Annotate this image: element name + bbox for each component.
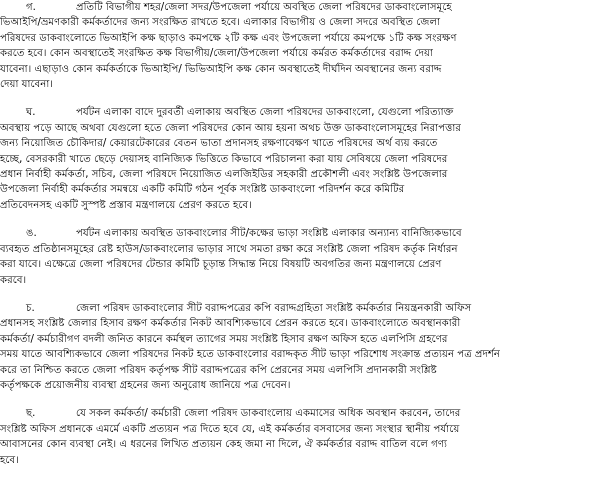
- paragraph-line: কর্তৃপক্ষকে প্রয়োজনীয় ব্যবস্থা গ্রহনের জন্য অনুরোধ জানিয়ে পত্র দেবেন।: [0, 379, 291, 391]
- paragraph-line: করবে।: [0, 274, 27, 286]
- paragraph-line: কর্মকর্তা/ কর্মচারীগণ বদলী জনিত কারনে কর্মস্থল ত্যাগের সময় সংশ্লিষ্ট হিসাব রক্ষণ অফিস হতে এলপিসি গ্রহণের: [0, 333, 448, 345]
- paragraph-line: করে তা নিশ্চিত করতে জেলা পরিষদ কর্তৃপক্ষ সীট বরাদ্দপত্রের কপি প্রেরনের সময় এলপিসি প্রদানকারী সংশ্লিষ্ট: [0, 364, 437, 376]
- paragraph-line: প্রধানসহ সংশ্লিষ্ট জেলার হিসাব রক্ষণ কর্মকর্তার নিকট আবশ্যিকভাবে প্রেরন করতে হবে। ডাকবাংলোতে অবস্থানকারী: [0, 318, 461, 330]
- paragraph-line: হচ্ছে, বেসরকারী খাতে ছেড়ে দেয়াসহ বানিজ্যিক ভিত্তিতে কিভাবে পরিচালনা করা যায় সেবিষয়ে জেলা পরিষদের: [0, 153, 448, 165]
- paragraph-marker: ছ.: [26, 408, 36, 420]
- paragraph-gha: [0, 105, 616, 213]
- paragraph-line: করা যাবে। এক্ষেত্রে জেলা পরিষদের টেন্ডার কমিটি চূড়ান্ত সিদ্ধান্ত নিয়ে বিষয়টি অবগতির জন্য মন্ত্রণালয়ে প্রেরণ: [0, 259, 442, 271]
- paragraph-umo: [0, 226, 616, 288]
- paragraph-line: ঙ. পর্যটন এলাকায় অবস্থিত ডাকবাংলোর সীট/কক্ষের ভাড়া সংশ্লিষ্ট এলাকার অন্যান্য বানিজ্যিকভাবে: [0, 226, 616, 241]
- paragraph-chha: [0, 406, 616, 468]
- paragraph-line: করতে হবে। কোন অবস্থাতেই সংরক্ষিত কক্ষ বিভাগীয়/জেলা/উপজেলা পর্যায়ে কর্মরত কর্মকর্তাদের বরাদ্দ দেয়া: [0, 48, 433, 60]
- paragraph-line: সময় যাতে আবশ্যিকভাবে জেলা পরিষদের নিকট হতে ডাকবাংলোর বরাদ্দকৃত সীট ভাড়া পরিশোধ সংক্রান্ত প্রত্যয়ন পত্র প্রদর্শন: [0, 349, 500, 361]
- paragraph-line: গ. প্রতিটি বিভাগীয় শহর/জেলা সদর/উপজেলা পর্যায়ে অবস্থিত জেলা পরিষদের ডাকবাংলোসমূহে: [0, 0, 616, 15]
- paragraph-line: ভিআইপি/ভ্রমণকারী কর্মকর্তাদের জন্য সংরক্ষিত রাখতে হবে। এলাকার বিভাগীয় ও জেলা সদরে অবস্থিত জেলা: [0, 17, 441, 29]
- paragraph-line: চ. জেলা পরিষদ ডাকবাংলোর সীট বরাদ্দপত্রের কপি বরাদ্দগ্রহিতা সংশ্লিষ্ট কর্মকর্তার নিয়ন্ত্রনকারী অফিস: [0, 301, 616, 316]
- paragraph-line: ছ. যে সকল কর্মকর্তা/ কর্মচারী জেলা পরিষদ ডাকবাংলোয় একমাসের অধিক অবস্থান করবেন, তাদের: [0, 406, 616, 421]
- paragraph-line: পরিষদের ডাকবাংলোতে ভিআইপি কক্ষ ছাড়াও কমপক্ষে ২টি কক্ষ এবং উপজেলা পর্যায়ে কমপক্ষে ১টি কক্ষ সংরক্ষণ: [0, 32, 457, 44]
- paragraph-marker: গ.: [26, 2, 36, 13]
- paragraph-line: যাবেনা। এছাড়াও কোন কর্মকর্তাকে ভিআইপি/ ভিভিআইপি কক্ষ কোন অবস্থাতেই দীর্ঘদিন অবস্থানের জন্য বরাদ্দ: [0, 63, 442, 75]
- paragraph-line: ব্যবহৃত প্রতিষ্ঠানসমূহের রেষ্ট হাউস/ডাকবাংলোর ভাড়ার সাথে সমতা রক্ষা করে সংশ্লিষ্ট জেলা পরিষদ কর্তৃক নির্ধারন: [0, 243, 458, 255]
- paragraph-marker: ঙ.: [26, 228, 37, 240]
- paragraph-cha: [0, 301, 616, 393]
- paragraph-marker: চ.: [26, 302, 35, 314]
- paragraph-marker: ঘ.: [26, 107, 36, 119]
- paragraph-line: সংশ্লিষ্ট অফিস প্রধানকে এমর্মে একটি প্রত্যয়ন পত্র দিতে হবে যে, এই কর্মকর্তার বসবাসের জন্য সংস্থার স্থানীয় পর্যায়ে: [0, 423, 460, 435]
- paragraph-line: প্রতিবেদনসহ একটি সুস্পষ্ট প্রস্তাব মন্ত্রণালয়ে প্রেরণ করতে হবে।: [0, 199, 252, 211]
- paragraph-line: জন্য নিয়োজিত চৌকিদার/ কেয়ারটেকারের বেতন ভাতা প্রদানসহ রক্ষণাবেক্ষণ খাতে পরিষদের অর্থ ব্যয় করতে: [0, 138, 438, 150]
- paragraph-line: অবস্থায় পড়ে আছে অথবা যেগুলো হতে জেলা পরিষদের কোন আয় হয়না অথচ উক্ত ডাকবাংলোসমূহের নিরাপত্তার: [0, 122, 461, 134]
- paragraph-ga: [0, 0, 616, 92]
- paragraph-line: দেয়া যাবেনা।: [0, 79, 53, 91]
- paragraph-line: আবাসনের কোন ব্যবস্থা নেই। এ ধরনের লিখিত প্রত্যয়ন কেহ জমা না দিলে, ঐ কর্মকর্তার বরাদ্দ বাতিল বলে গণ্য: [0, 439, 447, 451]
- paragraph-line: উপজেলা নির্বাহী কর্মকর্তার সমন্বয়ে একটি কমিটি গঠন পূর্বক সংশ্লিষ্ট ডাকবাংলো পরিদর্শন করে কমিটির: [0, 184, 405, 196]
- paragraph-line: ঘ. পর্যটন এলাকা বাদে দুরবর্তী এলাকায় অবস্থিত জেলা পরিষদের ডাকবাংলো, যেগুলো পরিত্যাক্ত: [0, 105, 616, 120]
- paragraph-line: প্রধান নির্বাহী কর্মকর্তা, সচিব, জেলা পরিষদে নিয়োজিত এলজিইডির সহকারী প্রকৌশলী এবং সংশ্লিষ্ট উপজেলার: [0, 169, 448, 181]
- paragraph-line: হবে।: [0, 454, 19, 466]
